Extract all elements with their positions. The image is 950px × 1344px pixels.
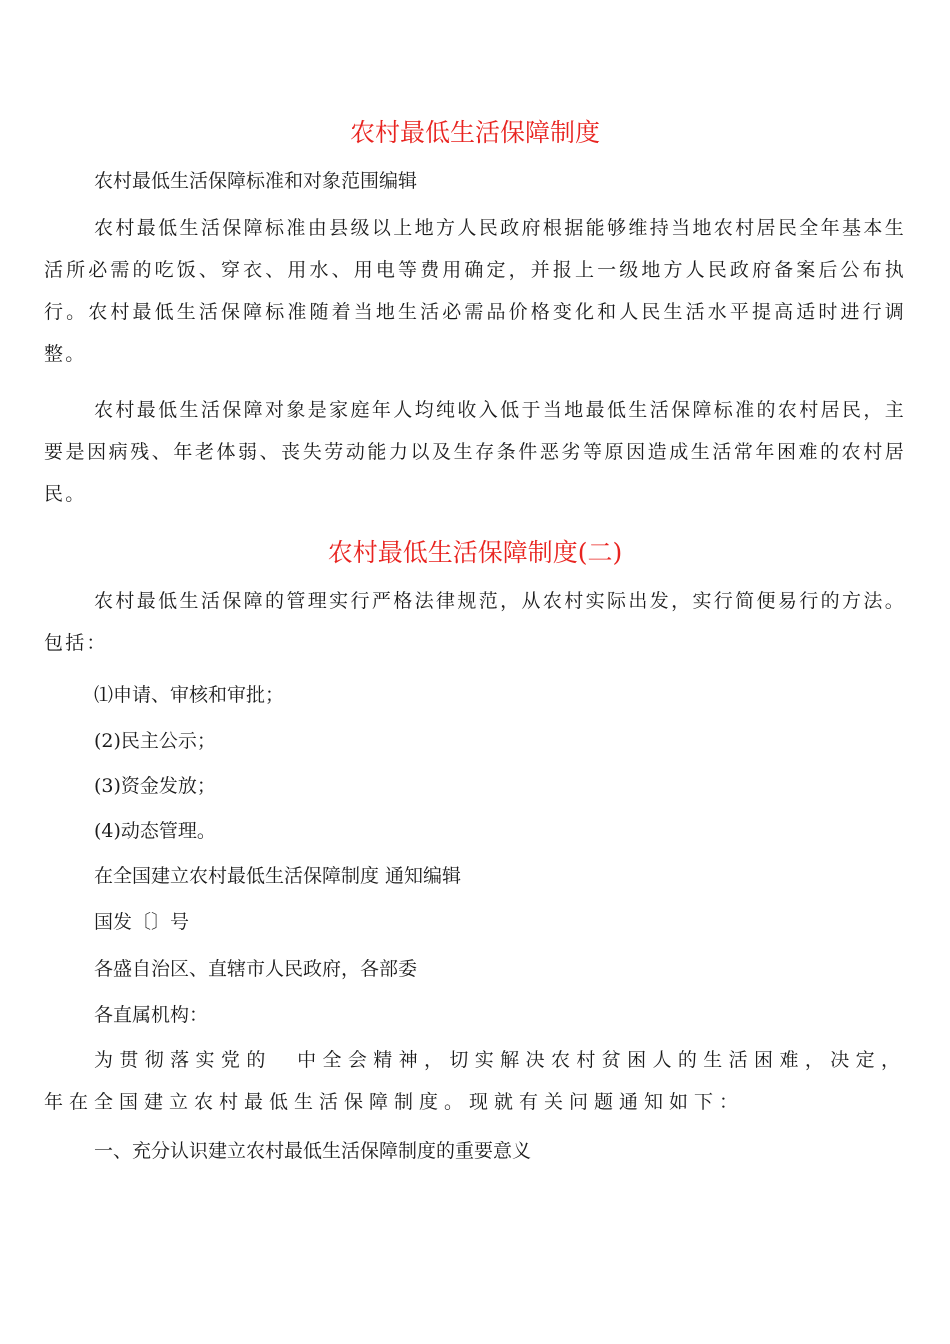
section-title: 农村最低生活保障制度(二) — [327, 538, 623, 567]
notice-heading: 在全国建立农村最低生活保障制度 通知编辑 — [94, 865, 462, 887]
paragraph-notice: 为贯彻落实党的 中全会精神，切实解决农村贫困人的生活困难，决定，年在全国建立农村最低生活保障制度。现就有关问题通知如下： — [44, 1049, 906, 1113]
document-title: 农村最低生活保障制度 — [349, 118, 600, 147]
paragraph-target: 农村最低生活保障对象是家庭年人均纯收入低于当地最低生活保障标准的农村居民，主要是因病残、年老体弱、丧失劳动能力以及生存条件恶劣等原因造成生活常年困难的农村居民。 — [44, 399, 906, 505]
list-item: ⑴申请、审核和审批； — [94, 684, 285, 706]
list-item: (3)资金发放； — [94, 775, 216, 797]
document-number: 国发〔〕号 — [94, 911, 190, 933]
paragraph-standard: 农村最低生活保障标准由县级以上地方人民政府根据能够维持当地农村居民全年基本生活所必需的吃饭、穿衣、用水、用电等费用确定，并报上一级地方人民政府备案后公布执行。农村最低生活保障标准随着当地生活必需品价格变化和人民生活水平提高适时进行调整。 — [44, 217, 906, 365]
addressee-line: 各直属机构： — [94, 1004, 209, 1026]
paragraph-management: 农村最低生活保障的管理实行严格法律规范，从农村实际出发，实行简便易行的方法。包括： — [44, 590, 906, 654]
subheading: 农村最低生活保障标准和对象范围编辑 — [94, 170, 418, 192]
addressee-line: 各盛自治区、直辖市人民政府，各部委 — [94, 958, 418, 980]
list-item: (2)民主公示； — [94, 730, 216, 752]
section-heading: 一、充分认识建立农村最低生活保障制度的重要意义 — [94, 1140, 532, 1162]
list-item: (4)动态管理。 — [94, 820, 216, 842]
